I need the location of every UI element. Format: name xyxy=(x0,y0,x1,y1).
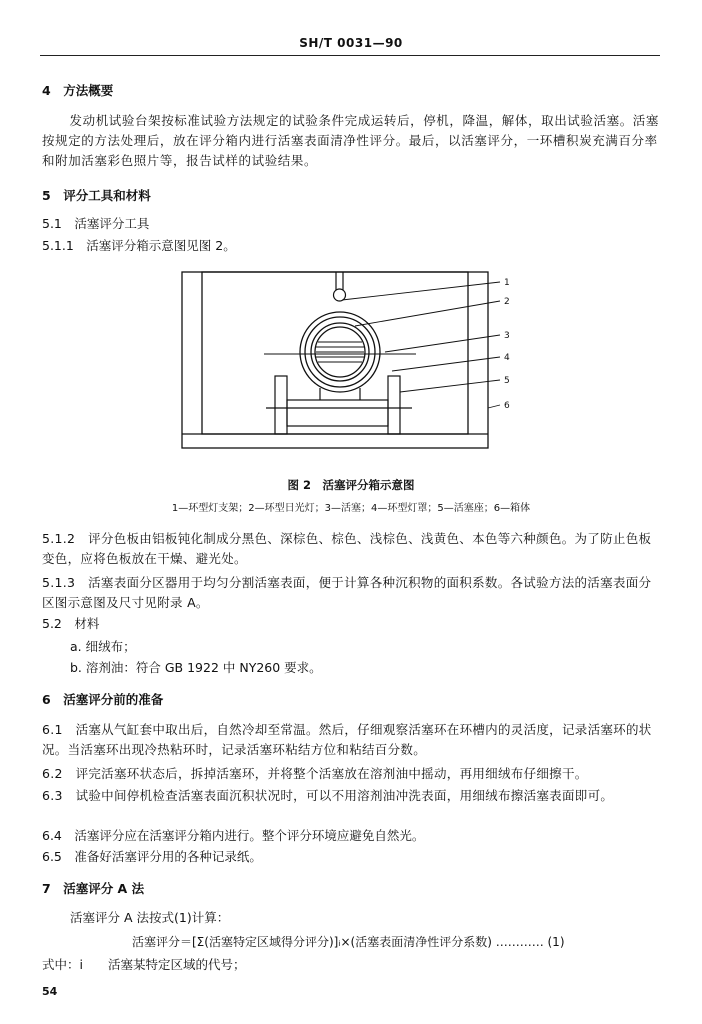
figure-caption: 图 2 活塞评分箱示意图 xyxy=(287,478,415,492)
piston xyxy=(264,342,416,362)
piston-seat xyxy=(266,376,412,434)
section-5-1-1-text: 5.1.1 活塞评分箱示意图见图 2。 xyxy=(42,238,236,253)
section-5-heading: 5 评分工具和材料 xyxy=(42,188,151,203)
section-6-1-text: 6.1 活塞从气缸套中取出后，自然冷却至常温。然后，仔细观察活塞环在环槽内的灵活度，记录活塞环的状况。当活塞环出现冷热粘环时，记录活塞环粘结方位和粘结百分数。 xyxy=(42,722,652,757)
callout-6: 6 xyxy=(504,401,510,411)
formula-1: 活塞评分＝[Σ(活塞特定区域得分评分)]ᵢ×(活塞表面清净性评分系数) ………… (1) xyxy=(132,935,565,949)
callout-4: 4 xyxy=(504,353,510,363)
leader-lines xyxy=(342,282,500,408)
section-5-1-2-text: 5.1.2 评分色板由铝板钝化制成分黑色、深棕色、棕色、浅棕色、浅黄色、本色等六种颜色。为了防止色板变色，应将色板放在干燥、避光处。 xyxy=(42,531,652,566)
section-6-4-text: 6.4 活塞评分应在活塞评分箱内进行。整个评分环境应避免自然光。 xyxy=(42,828,425,843)
section-6-heading: 6 活塞评分前的准备 xyxy=(42,692,164,707)
section-7-heading: 7 活塞评分 A 法 xyxy=(42,881,145,896)
section-4-heading: 4 方法概要 xyxy=(42,83,114,98)
callout-2: 2 xyxy=(504,297,510,307)
page-number: 54 xyxy=(42,985,58,998)
running-header: SH/T 0031—90 xyxy=(299,36,403,50)
material-b: b. 溶剂油：符合 GB 1922 中 NY260 要求。 xyxy=(70,660,322,675)
section-6-5-text: 6.5 准备好活塞评分用的各种记录纸。 xyxy=(42,849,262,864)
ring-lamp-bracket xyxy=(334,272,346,301)
section-5-2-heading: 5.2 材料 xyxy=(42,616,100,631)
material-a: a. 细绒布； xyxy=(70,639,136,654)
figure-legend: 1—环型灯支架；2—环型日光灯；3—活塞；4—环型灯罩；5—活塞座；6—箱体 xyxy=(171,503,531,514)
section-5-1-3-text: 5.1.3 活塞表面分区器用于均匀分割活塞表面，便于计算各种沉积物的面积系数。各试验方法的活塞表面分区图示意图及尺寸见附录 A。 xyxy=(42,575,652,610)
section-7-intro: 活塞评分 A 法按式(1)计算： xyxy=(70,910,230,925)
callout-5: 5 xyxy=(504,376,510,386)
callout-1: 1 xyxy=(504,278,510,288)
figure-2-diagram xyxy=(180,268,520,452)
section-4-paragraph: 发动机试验台架按标准试验方法规定的试验条件完成运转后，停机，降温，解体，取出试验活塞。活塞按规定的方法处理后，放在评分箱内进行活塞表面清净性评分。最后，以活塞评分，一环槽积炭充满百分率和附加活塞彩色照片等，报告试样的试验结果。 xyxy=(42,113,660,168)
section-6-2-text: 6.2 评完活塞环状态后，拆掉活塞环，并将整个活塞放在溶剂油中摇动，再用细绒布仔细擦干。 xyxy=(42,766,588,781)
formula-where: 式中：i 活塞某特定区域的代号； xyxy=(42,957,246,972)
callout-3: 3 xyxy=(504,331,510,341)
section-5-1-heading: 5.1 活塞评分工具 xyxy=(42,216,150,231)
header-rule xyxy=(40,55,660,56)
section-6-3-text: 6.3 试验中间停机检查活塞表面沉积状况时，可以不用溶剂油冲洗表面，用细绒布擦活塞表面即可。 xyxy=(42,788,614,803)
